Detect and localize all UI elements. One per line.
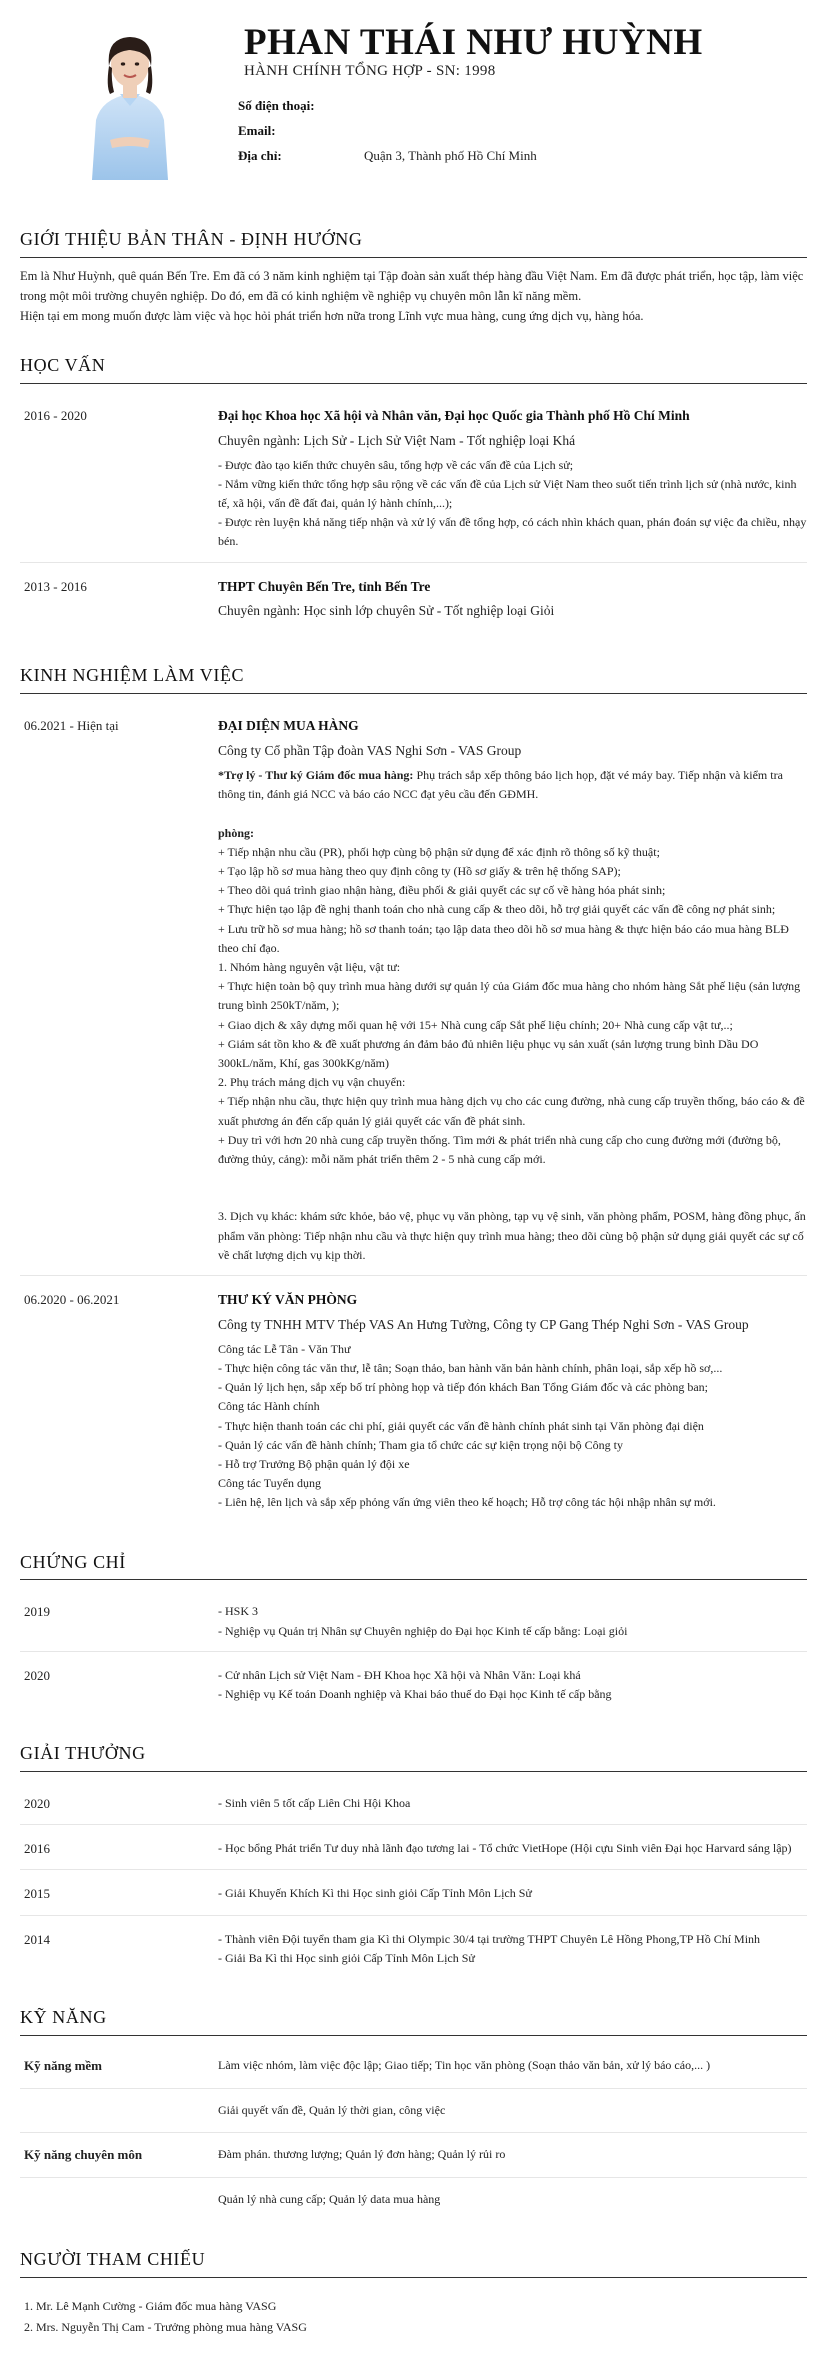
- entry-line: + Lưu trữ hồ sơ mua hàng; hồ sơ thanh toán; tạo lập data theo dõi hồ sơ mua hàng & thực hiện báo cáo mua hàng BLĐ theo chỉ đạo.: [218, 921, 789, 955]
- entry-line: - Nắm vững kiến thức tổng hợp sâu rộng về các vấn đề của Lịch sử Việt Nam theo suốt tiến trình lịch sử (nhà nước, kinh tế, xã hội, vấn đề đất đai, quản lý hành chính,...);: [218, 476, 797, 510]
- entry-line: - Quản lý các vấn đề hành chính; Tham gia tổ chức các sự kiện trọng nội bộ Công ty: [218, 1437, 624, 1452]
- skill-row: [20, 2133, 807, 2178]
- entry-title: THPT Chuyên Bến Tre, tỉnh Bến Tre: [218, 578, 431, 594]
- certificates-entry: [20, 1588, 807, 1651]
- reference-item: 2. Mrs. Nguyễn Thị Cam - Trưởng phòng mua hàng VASG: [24, 2320, 307, 2335]
- experience-entry: [20, 702, 807, 1276]
- entry-line: - Sinh viên 5 tốt cấp Liên Chi Hội Khoa: [218, 1796, 411, 1811]
- section-title-awards: GIẢI THƯỞNG: [20, 1740, 807, 1772]
- awards-list: [20, 1780, 807, 1978]
- contact-email: [238, 119, 798, 144]
- section-title-skills: KỸ NĂNG: [20, 2004, 807, 2036]
- entry-title: THƯ KÝ VĂN PHÒNG: [218, 1292, 358, 1308]
- awards-entry: [20, 1916, 807, 1978]
- contact-info: [238, 94, 798, 169]
- education-list: [20, 392, 807, 637]
- entry-subtitle: Công ty Cổ phần Tập đoàn VAS Nghi Sơn - VAS Group: [218, 743, 522, 759]
- entry-body: [218, 1794, 807, 1814]
- contact-label: Địa chỉ:: [238, 148, 282, 164]
- awards-entry: [20, 1870, 807, 1915]
- entry-date: 2020: [24, 1667, 50, 1683]
- entry-line: - Hỗ trợ Trưởng Bộ phận quản lý đội xe: [218, 1456, 410, 1471]
- entry-line: + Giám sát tồn kho & đề xuất phương án đảm bảo đủ nhiên liệu phục vụ sản xuất (sản lượng trung bình Dầu DO 300kL/năm, Khí, gas 300kKg/năm): [218, 1036, 759, 1070]
- entry-date: 2016: [24, 1841, 50, 1857]
- entry-line: - HSK 3: [218, 1604, 259, 1619]
- entry-date: 06.2020 - 06.2021: [24, 1292, 120, 1308]
- contact-label: Email:: [238, 123, 276, 139]
- section-title-certificates: CHỨNG CHỈ: [20, 1549, 807, 1581]
- entry-line: - Học bổng Phát triển Tư duy nhà lãnh đạo tương lai - Tổ chức VietHope (Hội cựu Sinh viên Đại học Harvard sáng lập): [218, 1841, 792, 1856]
- entry-line: - Cử nhân Lịch sử Việt Nam - ĐH Khoa học Xã hội và Nhân Văn: Loại khá: [218, 1667, 581, 1682]
- skill-label: Kỹ năng mềm: [24, 2057, 102, 2073]
- entry-line: - Liên hệ, lên lịch và sắp xếp phỏng vấn ứng viên theo kế hoạch; Hỗ trợ công tác hội nhập nhân sự mới.: [218, 1495, 716, 1510]
- entry-line: 3. Dịch vụ khác: khám sức khỏe, bảo vệ, phục vụ văn phòng, tạp vụ vệ sinh, văn phòng phẩm, POSM, hàng đồng phục, ấn phẩm văn phòng: Tiếp nhận nhu cầu và thực hiện quy trình mua hàng; theo dõi cùng bộ phận sử dụng giải quyết các sự cố về chất lượng dịch vụ kịp thời.: [218, 1209, 806, 1262]
- entry-date: 2016 - 2020: [24, 407, 87, 423]
- entry-date: 2014: [24, 1931, 50, 1947]
- entry-body: [218, 1884, 807, 1904]
- references-list: [20, 2286, 807, 2338]
- about-section: [20, 266, 807, 326]
- entry-line: Công tác Hành chính: [218, 1399, 320, 1414]
- experience-entry: [20, 1276, 807, 1523]
- entry-line: - Quản lý lịch hẹn, sắp xếp bố trí phòng họp và tiếp đón khách Ban Tổng Giám đốc và các phòng ban;: [218, 1380, 708, 1395]
- entry-title: Đại học Khoa học Xã hội và Nhân văn, Đại học Quốc gia Thành phố Hồ Chí Minh: [218, 407, 690, 423]
- entry-line: + Thực hiện toàn bộ quy trình mua hàng dưới sự quản lý của Giám đốc mua hàng cho nhóm hàng Sắt phế liệu (sản lượng trung bình 250kT/năm, );: [218, 979, 801, 1013]
- entry-subtitle: Công ty TNHH MTV Thép VAS An Hưng Tường, Công ty CP Gang Thép Nghi Sơn - VAS Group: [218, 1316, 749, 1332]
- skill-row: [20, 2178, 807, 2221]
- entry-line: - Được đào tạo kiến thức chuyên sâu, tổng hợp về các vấn đề của Lịch sử;: [218, 457, 574, 472]
- entry-line: - Thực hiện công tác văn thư, lễ tân; Soạn thảo, ban hành văn bản hành chính, phân loại, sắp xếp hồ sơ,...: [218, 1361, 723, 1376]
- section-title-experience: KINH NGHIỆM LÀM VIỆC: [20, 662, 807, 694]
- entry-line: + Giao dịch & xây dựng mối quan hệ với 15+ Nhà cung cấp Sắt phế liệu chính; 20+ Nhà cung cấp vật tư,..;: [218, 1017, 733, 1032]
- entry-line: [218, 1169, 807, 1188]
- skill-label: [20, 2101, 218, 2120]
- skill-row: [20, 2044, 807, 2089]
- entry-date: 2019: [24, 1604, 50, 1620]
- entry-line: + Theo dõi quá trình giao nhận hàng, điều phối & giải quyết các sự cố về hàng hóa phát sinh;: [218, 883, 666, 898]
- entry-line: - Được rèn luyện khả năng tiếp nhận và xử lý vấn đề tổng hợp, có cách nhìn khách quan, phán đoán sự việc đa chiều, nhạy bén.: [218, 515, 807, 549]
- entry-line: [218, 1188, 807, 1207]
- entry-body: [218, 577, 807, 627]
- candidate-name: PHAN THÁI NHƯ HUỲNH: [244, 22, 703, 63]
- skill-label: Kỹ năng chuyên môn: [24, 2146, 143, 2162]
- certificates-list: [20, 1588, 807, 1714]
- avatar: [72, 28, 188, 180]
- entry-body: [218, 1290, 807, 1513]
- entry-title: ĐẠI DIỆN MUA HÀNG: [218, 718, 359, 734]
- education-entry: [20, 563, 807, 637]
- entry-date: 2020: [24, 1796, 50, 1812]
- experience-list: [20, 702, 807, 1522]
- skill-value: Đàm phán. thương lượng; Quản lý đơn hàng; Quản lý rủi ro: [218, 2146, 506, 2161]
- entry-line: + Tạo lập hồ sơ mua hàng theo quy định công ty (Hồ sơ giấy & trên hệ thống SAP);: [218, 864, 621, 879]
- entry-line: - Thực hiện thanh toán các chi phí, giải quyết các vấn đề hành chính phát sinh tại Văn phòng đại diện: [218, 1418, 704, 1433]
- entry-line-lead: *Trợ lý - Thư ký Giám đốc mua hàng:: [218, 768, 414, 783]
- skills-list: [20, 2044, 807, 2220]
- contact-address: [238, 144, 798, 169]
- entry-line: - Thành viên Đội tuyển tham gia Kì thi Olympic 30/4 tại trường THPT Chuyên Lê Hồng Phong,TP Hồ Chí Minh: [218, 1931, 761, 1946]
- entry-line: - Nghiệp vụ Quản trị Nhân sự Chuyên nghiệp do Đại học Kinh tế cấp bằng: Loại giỏi: [218, 1623, 628, 1638]
- skill-label: [20, 2190, 218, 2209]
- entry-line: phòng:: [218, 825, 255, 840]
- entry-subtitle: Chuyên ngành: Học sinh lớp chuyên Sử - Tốt nghiệp loại Giỏi: [218, 603, 555, 619]
- entry-body: [218, 1602, 807, 1640]
- skill-row: [20, 2089, 807, 2133]
- entry-line: - Giải Khuyến Khích Kì thi Học sinh giỏi Cấp Tỉnh Môn Lịch Sử: [218, 1886, 532, 1901]
- awards-entry: [20, 1825, 807, 1870]
- entry-date: 06.2021 - Hiện tại: [24, 718, 119, 734]
- about-paragraph: Em là Như Huỳnh, quê quán Bến Tre. Em đã có 3 năm kinh nghiệm tại Tập đoàn sản xuất thép hàng đầu Việt Nam. Em đã được phát triển, học tập, làm việc trong một môi trường chuyên nghiệp. Do đó, em đã có kinh nghiệm về nghiệp vụ chuyên môn lẫn kĩ năng mềm.: [20, 268, 804, 303]
- about-paragraph: Hiện tại em mong muốn được làm việc và học hỏi phát triển hơn nữa trong Lĩnh vực mua hàng, cung ứng dịch vụ, hàng hóa.: [20, 308, 644, 323]
- entry-line: 2. Phụ trách mảng dịch vụ vận chuyển:: [218, 1075, 406, 1090]
- awards-entry: [20, 1780, 807, 1825]
- contact-label: Số điện thoại:: [238, 98, 315, 114]
- entry-line: + Tiếp nhận nhu cầu (PR), phối hợp cùng bộ phận sử dụng để xác định rõ thông số kỹ thuật;: [218, 844, 660, 859]
- entry-body: [218, 406, 807, 552]
- entry-line: Công tác Lễ Tân - Văn Thư: [218, 1341, 351, 1356]
- section-title-education: HỌC VẤN: [20, 352, 807, 384]
- entry-body: [218, 1666, 807, 1704]
- skill-value: Giải quyết vấn đề, Quản lý thời gian, công việc: [218, 2102, 446, 2117]
- entry-date: 2015: [24, 1886, 50, 1902]
- skill-value: Quản lý nhà cung cấp; Quản lý data mua hàng: [218, 2191, 441, 2206]
- education-entry: [20, 392, 807, 563]
- entry-line: - Nghiệp vụ Kế toán Doanh nghiệp và Khai báo thuế do Đại học Kinh tế cấp bằng: [218, 1687, 612, 1701]
- resume-header: [20, 0, 807, 200]
- entry-line: - Giải Ba Kì thi Học sinh giỏi Cấp Tỉnh Môn Lịch Sử: [218, 1950, 475, 1965]
- certificates-entry: [20, 1652, 807, 1714]
- section-title-about: GIỚI THIỆU BẢN THÂN - ĐỊNH HƯỚNG: [20, 226, 807, 258]
- entry-body: [218, 1930, 807, 1968]
- entry-line: 1. Nhóm hàng nguyên vật liệu, vật tư:: [218, 960, 401, 975]
- contact-phone: [238, 94, 798, 119]
- entry-body: [218, 1839, 807, 1859]
- entry-line: + Thực hiện tạo lập đề nghị thanh toán cho nhà cung cấp & theo dõi, hỗ trợ giải quyết các vấn đề công nợ phát sinh;: [218, 902, 776, 917]
- entry-date: 2013 - 2016: [24, 578, 87, 594]
- contact-value: Quận 3, Thành phố Hồ Chí Minh: [364, 148, 537, 164]
- entry-line: *Trợ lý - Thư ký Giám đốc mua hàng: Phụ trách sắp xếp thông báo lịch họp, đặt vé máy bay. Tiếp nhận và kiểm tra thông tin, đánh giá NCC và báo cáo NCC đạt yêu cầu đến GĐMH.: [218, 768, 783, 802]
- entry-body: [218, 716, 807, 1265]
- entry-line: + Duy trì với hơn 20 nhà cung cấp truyền thống. Tìm mới & phát triển nhà cung cấp cho cung đường mới (đường bộ, đường thủy, cảng): mỗi năm phát triển thêm 2 - 5 nhà cung cấp mới.: [218, 1132, 781, 1166]
- skill-value: Làm việc nhóm, làm việc độc lập; Giao tiếp; Tin học văn phòng (Soạn thảo văn bản, xử lý báo cáo,... ): [218, 2057, 711, 2072]
- entry-subtitle: Chuyên ngành: Lịch Sử - Lịch Sử Việt Nam - Tốt nghiệp loại Khá: [218, 432, 576, 448]
- entry-line: Công tác Tuyển dụng: [218, 1476, 322, 1491]
- reference-item: 1. Mr. Lê Mạnh Cường - Giám đốc mua hàng VASG: [24, 2299, 277, 2314]
- candidate-subtitle: HÀNH CHÍNH TỔNG HỢP - SN: 1998: [244, 63, 496, 79]
- entry-line: + Tiếp nhận nhu cầu, thực hiện quy trình mua hàng dịch vụ cho các cung đường, nhà cung cấp truyền thống, báo cáo & đề xuất phương án đến cấp quản lý giải quyết các vấn đề phát sinh.: [218, 1094, 805, 1128]
- section-title-references: NGƯỜI THAM CHIẾU: [20, 2246, 807, 2278]
- entry-line: [218, 805, 807, 824]
